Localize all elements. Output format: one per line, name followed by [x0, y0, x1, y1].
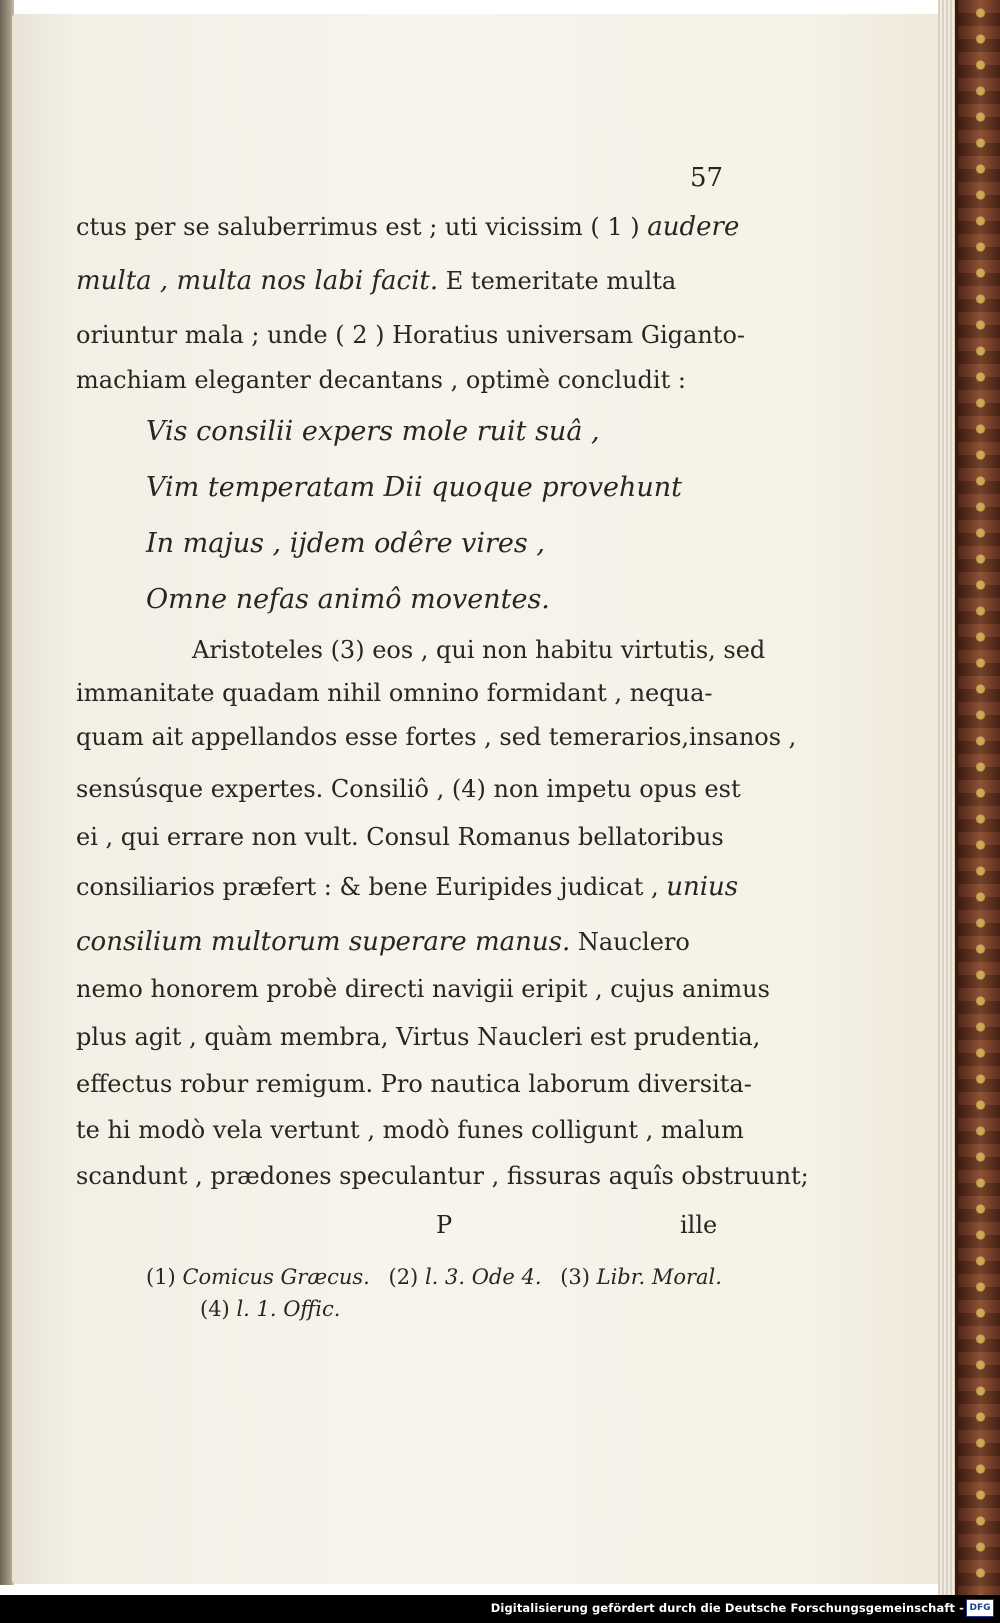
italic-span: unius [666, 872, 739, 902]
footnote-line-2 [200, 1297, 340, 1321]
paragraph-line-5: ei , qui errare non vult. Consul Romanus bellatoribus [76, 823, 724, 851]
text-span: Nauclero [570, 928, 690, 956]
paragraph-line-10: effectus robur remigum. Pro nautica laborum diversita- [76, 1070, 752, 1098]
italic-span: audere [647, 212, 740, 242]
text-line-1 [76, 212, 739, 242]
paragraph-line-11: te hi modò vela vertunt , modò funes colligunt , malum [76, 1116, 744, 1144]
credit-bar [0, 1595, 1000, 1623]
footnote-num: (1) [146, 1265, 176, 1289]
footnote-num: (2) [388, 1265, 419, 1289]
paragraph-line-7 [76, 927, 690, 957]
credit-text: Digitalisierung gefördert durch die Deutsche Forschungsgemeinschaft - [490, 1601, 964, 1615]
footnote-line-1 [146, 1265, 722, 1289]
paragraph-line-4: sensúsque expertes. Consiliô , (4) non impetu opus est [76, 775, 741, 803]
footnote-text: Libr. Moral. [596, 1265, 722, 1289]
verse-line-3: In majus , ijdem odêre vires , [146, 528, 545, 559]
text-line-4: machiam eleganter decantans , optimè concludit : [76, 366, 686, 394]
footnote-num: (3) [560, 1265, 590, 1289]
text-line-3: oriuntur mala ; unde ( 2 ) Horatius universam Giganto- [76, 321, 745, 349]
text-span: consiliarios præfert : & bene Euripides judicat , [76, 873, 667, 901]
paragraph-line-2: immanitate quadam nihil omnino formidant , nequa- [76, 679, 713, 707]
paragraph-line-1: Aristoteles (3) eos , qui non habitu virtutis, sed [192, 636, 766, 664]
verse-line-4: Omne nefas animô moventes. [146, 584, 550, 615]
dfg-logo: DFG [966, 1599, 994, 1617]
italic-span: consilium multorum superare manus. [76, 927, 571, 957]
paragraph-line-9: plus agit , quàm membra, Virtus Naucleri est prudentia, [76, 1023, 761, 1051]
italic-span: multa , multa nos labi facit. [76, 266, 439, 296]
footnote-num: (4) [200, 1297, 230, 1321]
paragraph-line-12: scandunt , prædones speculantur , fissuras aquîs obstruunt; [76, 1162, 809, 1190]
paragraph-line-8: nemo honorem probè directi navigii eripit , cujus animus [76, 975, 770, 1003]
paragraph-line-6 [76, 872, 738, 902]
footnote-text: Comicus Græcus. [182, 1265, 370, 1289]
signature-mark: P [436, 1211, 453, 1239]
footnote-text: l. 3. Ode 4. [424, 1265, 542, 1289]
verse-line-1: Vis consilii expers mole ruit suâ , [146, 416, 600, 447]
decorative-binding [955, 0, 1000, 1595]
verse-line-2: Vim temperatam Dii quoque provehunt [146, 472, 683, 503]
text-span: ctus per se saluberrimus est ; uti vicissim ( 1 ) [76, 213, 648, 241]
catchword: ille [680, 1211, 718, 1239]
text-span: E temeritate multa [438, 267, 677, 295]
paragraph-line-3: quam ait appellandos esse fortes , sed temerarios,insanos , [76, 723, 797, 751]
footnote-text: l. 1. Offic. [236, 1297, 341, 1321]
page-number: 57 [690, 163, 724, 193]
text-line-2 [76, 266, 676, 296]
